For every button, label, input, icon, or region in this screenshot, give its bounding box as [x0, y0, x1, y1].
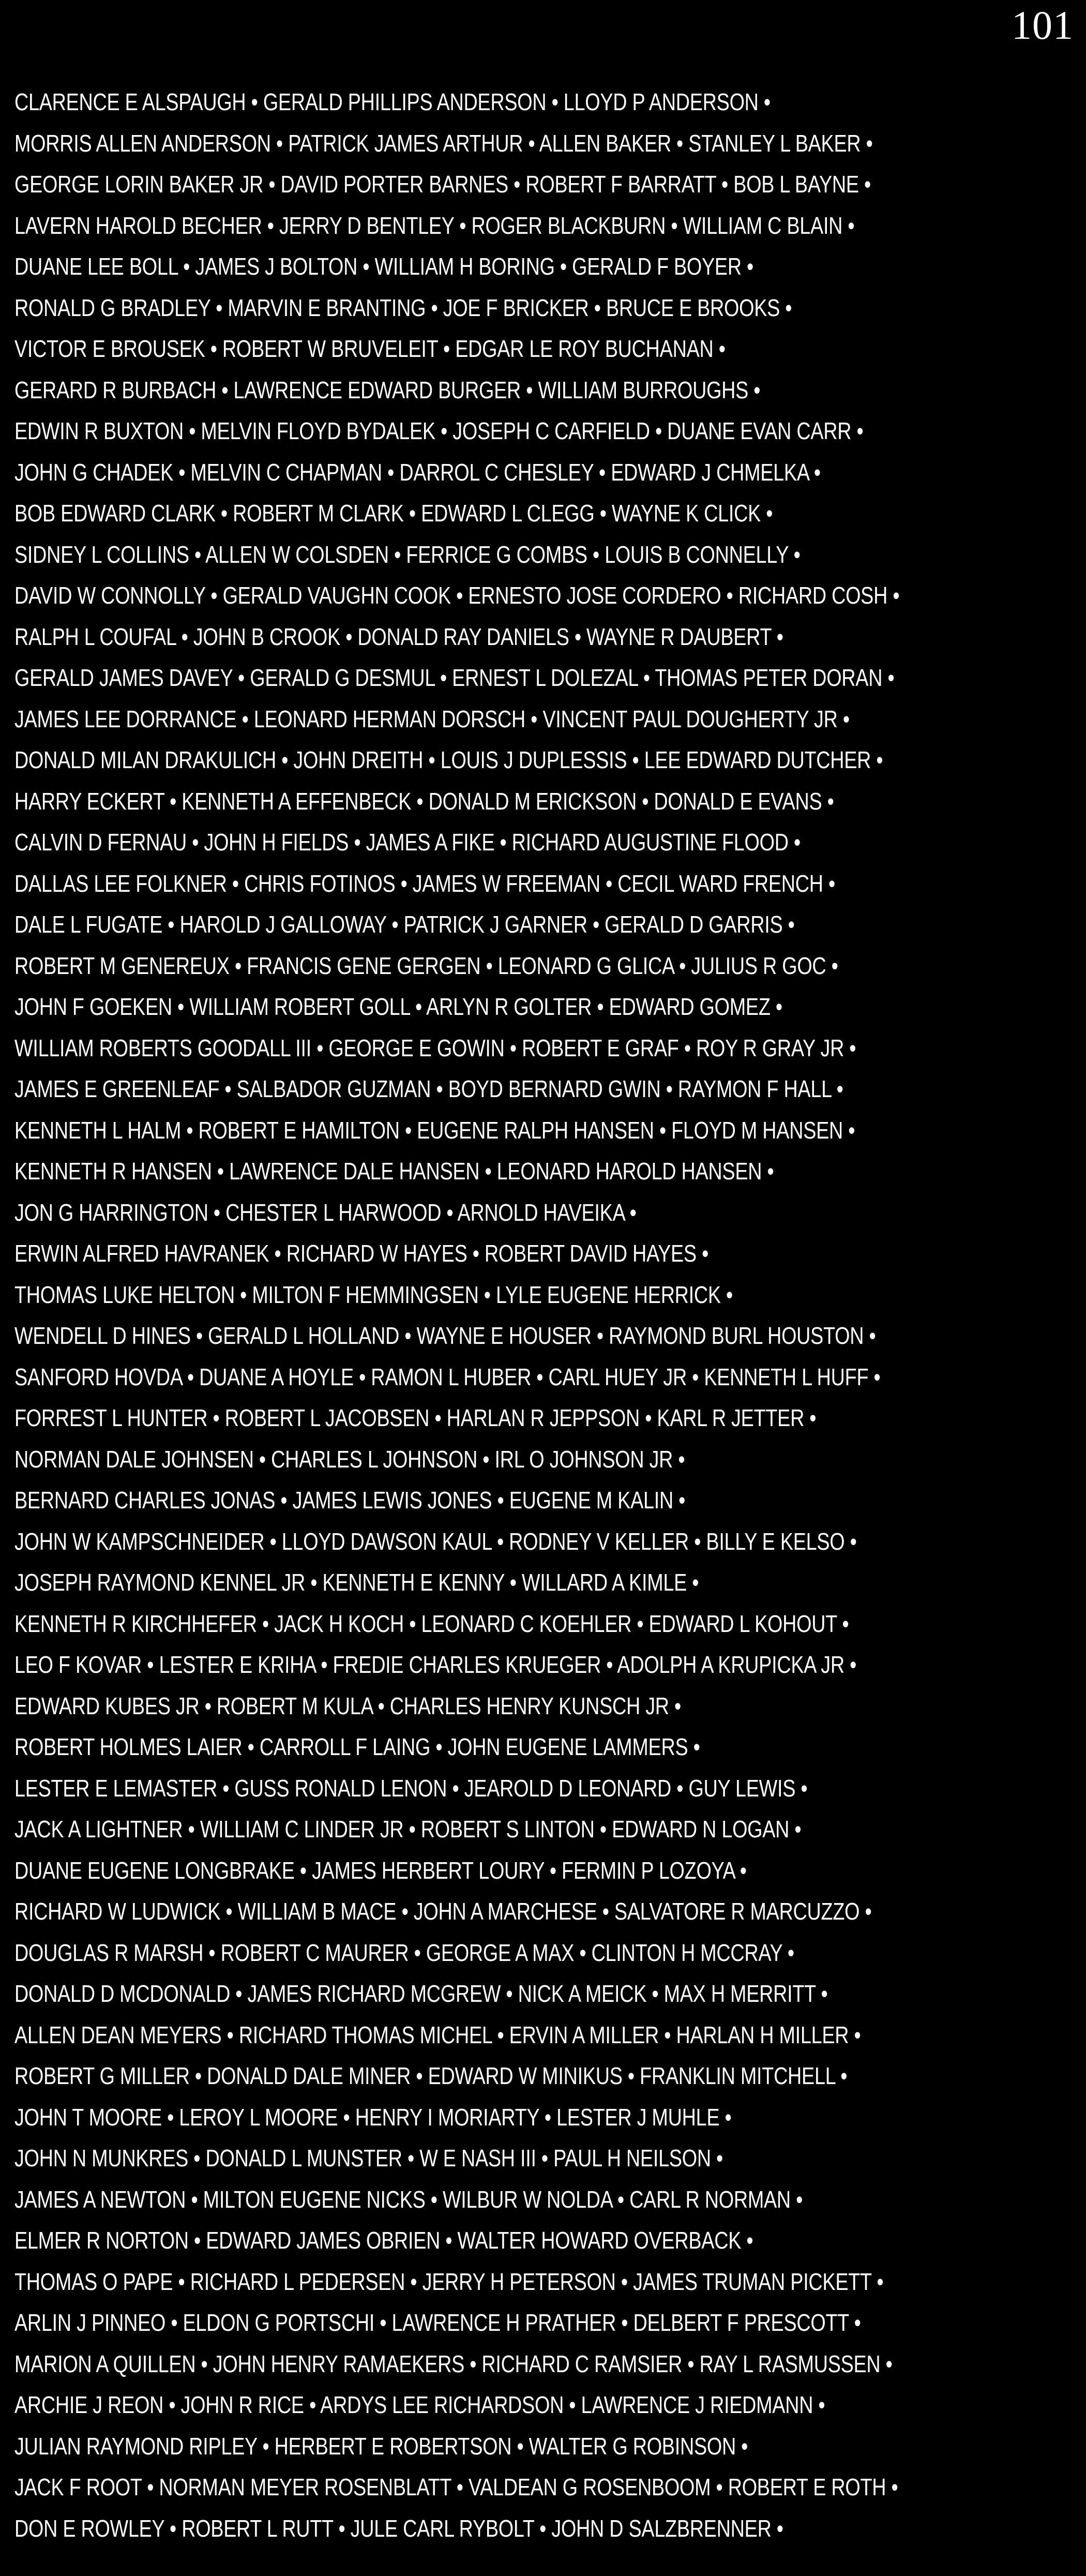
name-line: ARCHIE J REON • JOHN R RICE • ARDYS LEE RICHARDSON • LAWRENCE J RIEDMANN • [14, 2391, 825, 2418]
name-line: DAVID W CONNOLLY • GERALD VAUGHN COOK • ERNESTO JOSE CORDERO • RICHARD COSH • [14, 582, 900, 609]
page-number: 101 [1012, 3, 1074, 48]
name-line: SANFORD HOVDA • DUANE A HOYLE • RAMON L HUBER • CARL HUEY JR • KENNETH L HUFF • [14, 1363, 881, 1390]
name-line: ROBERT HOLMES LAIER • CARROLL F LAING • JOHN EUGENE LAMMERS • [14, 1733, 700, 1760]
name-line: DONALD D MCDONALD • JAMES RICHARD MCGREW • NICK A MEICK • MAX H MERRITT • [14, 1980, 828, 2007]
name-line: EDWARD KUBES JR • ROBERT M KULA • CHARLES HENRY KUNSCH JR • [14, 1692, 682, 1719]
name-line: RALPH L COUFAL • JOHN B CROOK • DONALD RAY DANIELS • WAYNE R DAUBERT • [14, 623, 783, 650]
name-line: JOHN T MOORE • LEROY L MOORE • HENRY I MORIARTY • LESTER J MUHLE • [14, 2103, 732, 2131]
name-line: JOHN G CHADEK • MELVIN C CHAPMAN • DARROL C CHESLEY • EDWARD J CHMELKA • [14, 458, 821, 486]
name-line: MORRIS ALLEN ANDERSON • PATRICK JAMES ARTHUR • ALLEN BAKER • STANLEY L BAKER • [14, 129, 873, 157]
name-line: DALE L FUGATE • HAROLD J GALLOWAY • PATRICK J GARNER • GERALD D GARRIS • [14, 911, 795, 938]
name-line: DON E ROWLEY • ROBERT L RUTT • JULE CARL RYBOLT • JOHN D SALZBRENNER • [14, 2514, 783, 2542]
name-line: THOMAS O PAPE • RICHARD L PEDERSEN • JERRY H PETERSON • JAMES TRUMAN PICKETT • [14, 2268, 884, 2295]
name-line: FORREST L HUNTER • ROBERT L JACOBSEN • HARLAN R JEPPSON • KARL R JETTER • [14, 1404, 817, 1431]
name-line: JAMES LEE DORRANCE • LEONARD HERMAN DORSCH • VINCENT PAUL DOUGHERTY JR • [14, 705, 850, 732]
name-line: JOHN F GOEKEN • WILLIAM ROBERT GOLL • ARLYN R GOLTER • EDWARD GOMEZ • [14, 993, 782, 1020]
name-line: LEO F KOVAR • LESTER E KRIHA • FREDIE CHARLES KRUEGER • ADOLPH A KRUPICKA JR • [14, 1651, 857, 1678]
name-line: THOMAS LUKE HELTON • MILTON F HEMMINGSEN • LYLE EUGENE HERRICK • [14, 1281, 733, 1308]
name-line: ARLIN J PINNEO • ELDON G PORTSCHI • LAWRENCE H PRATHER • DELBERT F PRESCOTT • [14, 2309, 861, 2336]
name-line: LESTER E LEMASTER • GUSS RONALD LENON • JEAROLD D LEONARD • GUY LEWIS • [14, 1774, 808, 1802]
name-line: RONALD G BRADLEY • MARVIN E BRANTING • JOE F BRICKER • BRUCE E BROOKS • [14, 294, 792, 321]
name-line: MARION A QUILLEN • JOHN HENRY RAMAEKERS • RICHARD C RAMSIER • RAY L RASMUSSEN • [14, 2350, 893, 2377]
name-line: GERARD R BURBACH • LAWRENCE EDWARD BURGER • WILLIAM BURROUGHS • [14, 376, 761, 403]
name-line: KENNETH R HANSEN • LAWRENCE DALE HANSEN • LEONARD HAROLD HANSEN • [14, 1158, 774, 1185]
name-line: JON G HARRINGTON • CHESTER L HARWOOD • ARNOLD HAVEIKA • [14, 1199, 637, 1226]
name-line: SIDNEY L COLLINS • ALLEN W COLSDEN • FERRICE G COMBS • LOUIS B CONNELLY • [14, 541, 801, 568]
name-line: JACK A LIGHTNER • WILLIAM C LINDER JR • ROBERT S LINTON • EDWARD N LOGAN • [14, 1816, 802, 1843]
name-line: EDWIN R BUXTON • MELVIN FLOYD BYDALEK • JOSEPH C CARFIELD • DUANE EVAN CARR • [14, 417, 864, 444]
name-line: JOSEPH RAYMOND KENNEL JR • KENNETH E KENNY • WILLARD A KIMLE • [14, 1569, 699, 1596]
name-line: ERWIN ALFRED HAVRANEK • RICHARD W HAYES • ROBERT DAVID HAYES • [14, 1240, 709, 1267]
name-line: DONALD MILAN DRAKULICH • JOHN DREITH • LOUIS J DUPLESSIS • LEE EDWARD DUTCHER • [14, 746, 883, 773]
name-line: ROBERT G MILLER • DONALD DALE MINER • EDWARD W MINIKUS • FRANKLIN MITCHELL • [14, 2062, 848, 2089]
name-line: ALLEN DEAN MEYERS • RICHARD THOMAS MICHEL • ERVIN A MILLER • HARLAN H MILLER • [14, 2021, 861, 2048]
name-line: JAMES E GREENLEAF • SALBADOR GUZMAN • BOYD BERNARD GWIN • RAYMON F HALL • [14, 1075, 843, 1102]
name-line: WILLIAM ROBERTS GOODALL III • GEORGE E GOWIN • ROBERT E GRAF • ROY R GRAY JR • [14, 1034, 856, 1061]
name-line: JAMES A NEWTON • MILTON EUGENE NICKS • WILBUR W NOLDA • CARL R NORMAN • [14, 2185, 803, 2213]
name-line: WENDELL D HINES • GERALD L HOLLAND • WAYNE E HOUSER • RAYMOND BURL HOUSTON • [14, 1322, 876, 1349]
name-line: RICHARD W LUDWICK • WILLIAM B MACE • JOHN A MARCHESE • SALVATORE R MARCUZZO • [14, 1898, 872, 1925]
name-line: ROBERT M GENEREUX • FRANCIS GENE GERGEN • LEONARD G GLICA • JULIUS R GOC • [14, 952, 838, 979]
name-line: JULIAN RAYMOND RIPLEY • HERBERT E ROBERTSON • WALTER G ROBINSON • [14, 2432, 748, 2460]
names-list [14, 82, 1080, 2549]
name-line: ELMER R NORTON • EDWARD JAMES OBRIEN • WALTER HOWARD OVERBACK • [14, 2227, 753, 2254]
name-line: KENNETH R KIRCHHEFER • JACK H KOCH • LEONARD C KOEHLER • EDWARD L KOHOUT • [14, 1610, 849, 1637]
name-line: JOHN W KAMPSCHNEIDER • LLOYD DAWSON KAUL • RODNEY V KELLER • BILLY E KELSO • [14, 1527, 857, 1555]
name-line: GEORGE LORIN BAKER JR • DAVID PORTER BARNES • ROBERT F BARRATT • BOB L BAYNE • [14, 171, 871, 198]
name-line: HARRY ECKERT • KENNETH A EFFENBECK • DONALD M ERICKSON • DONALD E EVANS • [14, 787, 834, 815]
name-line: BERNARD CHARLES JONAS • JAMES LEWIS JONES • EUGENE M KALIN • [14, 1487, 686, 1514]
name-line: DUANE LEE BOLL • JAMES J BOLTON • WILLIAM H BORING • GERALD F BOYER • [14, 253, 754, 280]
name-line: VICTOR E BROUSEK • ROBERT W BRUVELEIT • EDGAR LE ROY BUCHANAN • [14, 335, 726, 362]
name-line: NORMAN DALE JOHNSEN • CHARLES L JOHNSON • IRL O JOHNSON JR • [14, 1445, 685, 1473]
name-line: KENNETH L HALM • ROBERT E HAMILTON • EUGENE RALPH HANSEN • FLOYD M HANSEN • [14, 1116, 855, 1144]
name-line: DALLAS LEE FOLKNER • CHRIS FOTINOS • JAMES W FREEMAN • CECIL WARD FRENCH • [14, 870, 835, 897]
name-line: DOUGLAS R MARSH • ROBERT C MAURER • GEORGE A MAX • CLINTON H MCCRAY • [14, 1939, 794, 1966]
name-line: LAVERN HAROLD BECHER • JERRY D BENTLEY • ROGER BLACKBURN • WILLIAM C BLAIN • [14, 212, 855, 239]
name-line: DUANE EUGENE LONGBRAKE • JAMES HERBERT LOURY • FERMIN P LOZOYA • [14, 1856, 747, 1884]
name-line: CLARENCE E ALSPAUGH • GERALD PHILLIPS ANDERSON • LLOYD P ANDERSON • [14, 88, 771, 115]
name-line: JOHN N MUNKRES • DONALD L MUNSTER • W E NASH III • PAUL H NEILSON • [14, 2145, 723, 2171]
name-line: CALVIN D FERNAU • JOHN H FIELDS • JAMES A FIKE • RICHARD AUGUSTINE FLOOD • [14, 829, 801, 856]
name-line: JACK F ROOT • NORMAN MEYER ROSENBLATT • VALDEAN G ROSENBOOM • ROBERT E ROTH • [14, 2474, 898, 2500]
name-line: BOB EDWARD CLARK • ROBERT M CLARK • EDWARD L CLEGG • WAYNE K CLICK • [14, 500, 773, 527]
name-line: GERALD JAMES DAVEY • GERALD G DESMUL • ERNEST L DOLEZAL • THOMAS PETER DORAN • [14, 664, 895, 691]
